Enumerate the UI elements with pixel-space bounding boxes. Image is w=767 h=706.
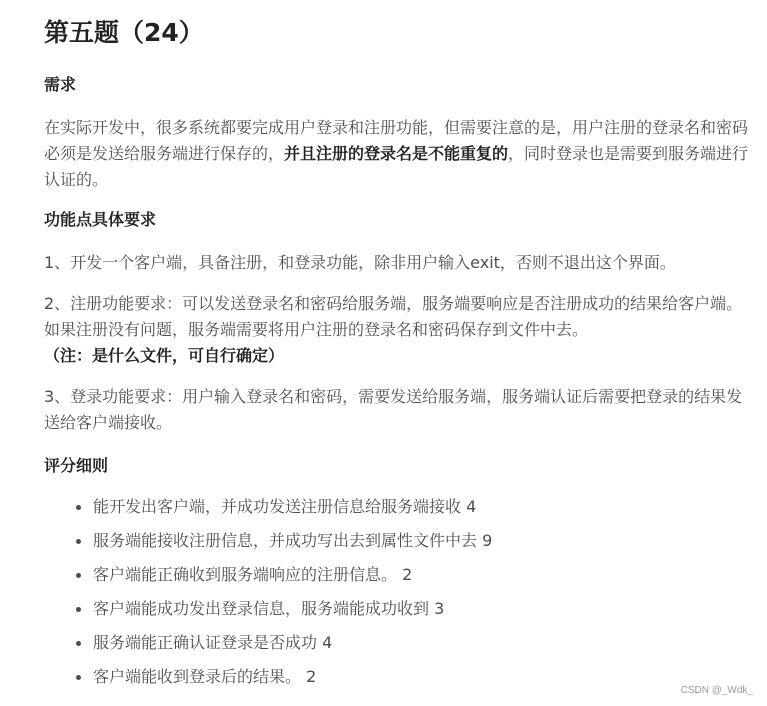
feature-2-note-close: ） (268, 346, 285, 365)
feature-2-paragraph (44, 291, 749, 369)
list-item-text: 客户端能正确收到服务端响应的注册信息。 2 (93, 565, 413, 584)
list-item (44, 626, 492, 660)
list-item-text: 能开发出客户端，并成功发送注册信息给服务端接收 4 (93, 497, 477, 516)
bullet-icon (76, 641, 81, 646)
scoring-list (44, 490, 492, 694)
feature-3-paragraph: 3、登录功能要求：用户输入登录名和密码，需要发送给服务端，服务端认证后需要把登录的结果发送给客户端接收。 (44, 387, 743, 432)
feature-2-text: 2、注册功能要求：可以发送登录名和密码给服务端，服务端要响应是否注册成功的结果给客户端。如果注册没有问题，服务端需要将用户注册的登录名和密码保存到文件中去。 (44, 294, 743, 339)
list-item-text: 服务端能正确认证登录是否成功 4 (93, 633, 333, 652)
page-title: 第五题（24） (44, 18, 204, 47)
bullet-icon (76, 505, 81, 510)
bullet-icon (76, 607, 81, 612)
requirement-heading: 需求 (44, 75, 77, 94)
list-item (44, 524, 492, 558)
feature-1-paragraph: 1、开发一个客户端，具备注册，和登录功能，除非用户输入exit，否则不退出这个界面。 (44, 253, 676, 272)
scoring-heading: 评分细则 (44, 456, 109, 475)
list-item-text: 客户端能成功发出登录信息，服务端能成功收到 3 (93, 599, 445, 618)
requirement-text-2: ，同时登录也是需要到服务端进行认证的。 (44, 144, 749, 189)
bullet-icon (76, 573, 81, 578)
requirement-text-bold: 并且注册的登录名是不能重复的 (284, 144, 509, 163)
feature-2-note-bold: 注：是什么文件，可自行确定 (60, 346, 269, 365)
list-item (44, 592, 492, 626)
bullet-icon (76, 675, 81, 680)
bullet-icon (76, 539, 81, 544)
features-heading: 功能点具体要求 (44, 210, 157, 229)
list-item (44, 558, 492, 592)
watermark: CSDN @_Wdk_ (680, 685, 753, 696)
requirement-text-1: 在实际开发中，很多系统都要完成用户登录和注册功能，但需要注意的是，用户注册的登录名和密码必须是发送给服务端进行保存的， (44, 118, 749, 163)
requirement-paragraph (44, 115, 749, 193)
list-item-text: 客户端能收到登录后的结果。 2 (93, 667, 317, 686)
list-item (44, 490, 492, 524)
list-item-text: 服务端能接收注册信息，并成功写出去到属性文件中去 9 (93, 531, 493, 550)
feature-2-note-open: （ (44, 346, 61, 365)
list-item (44, 660, 492, 694)
